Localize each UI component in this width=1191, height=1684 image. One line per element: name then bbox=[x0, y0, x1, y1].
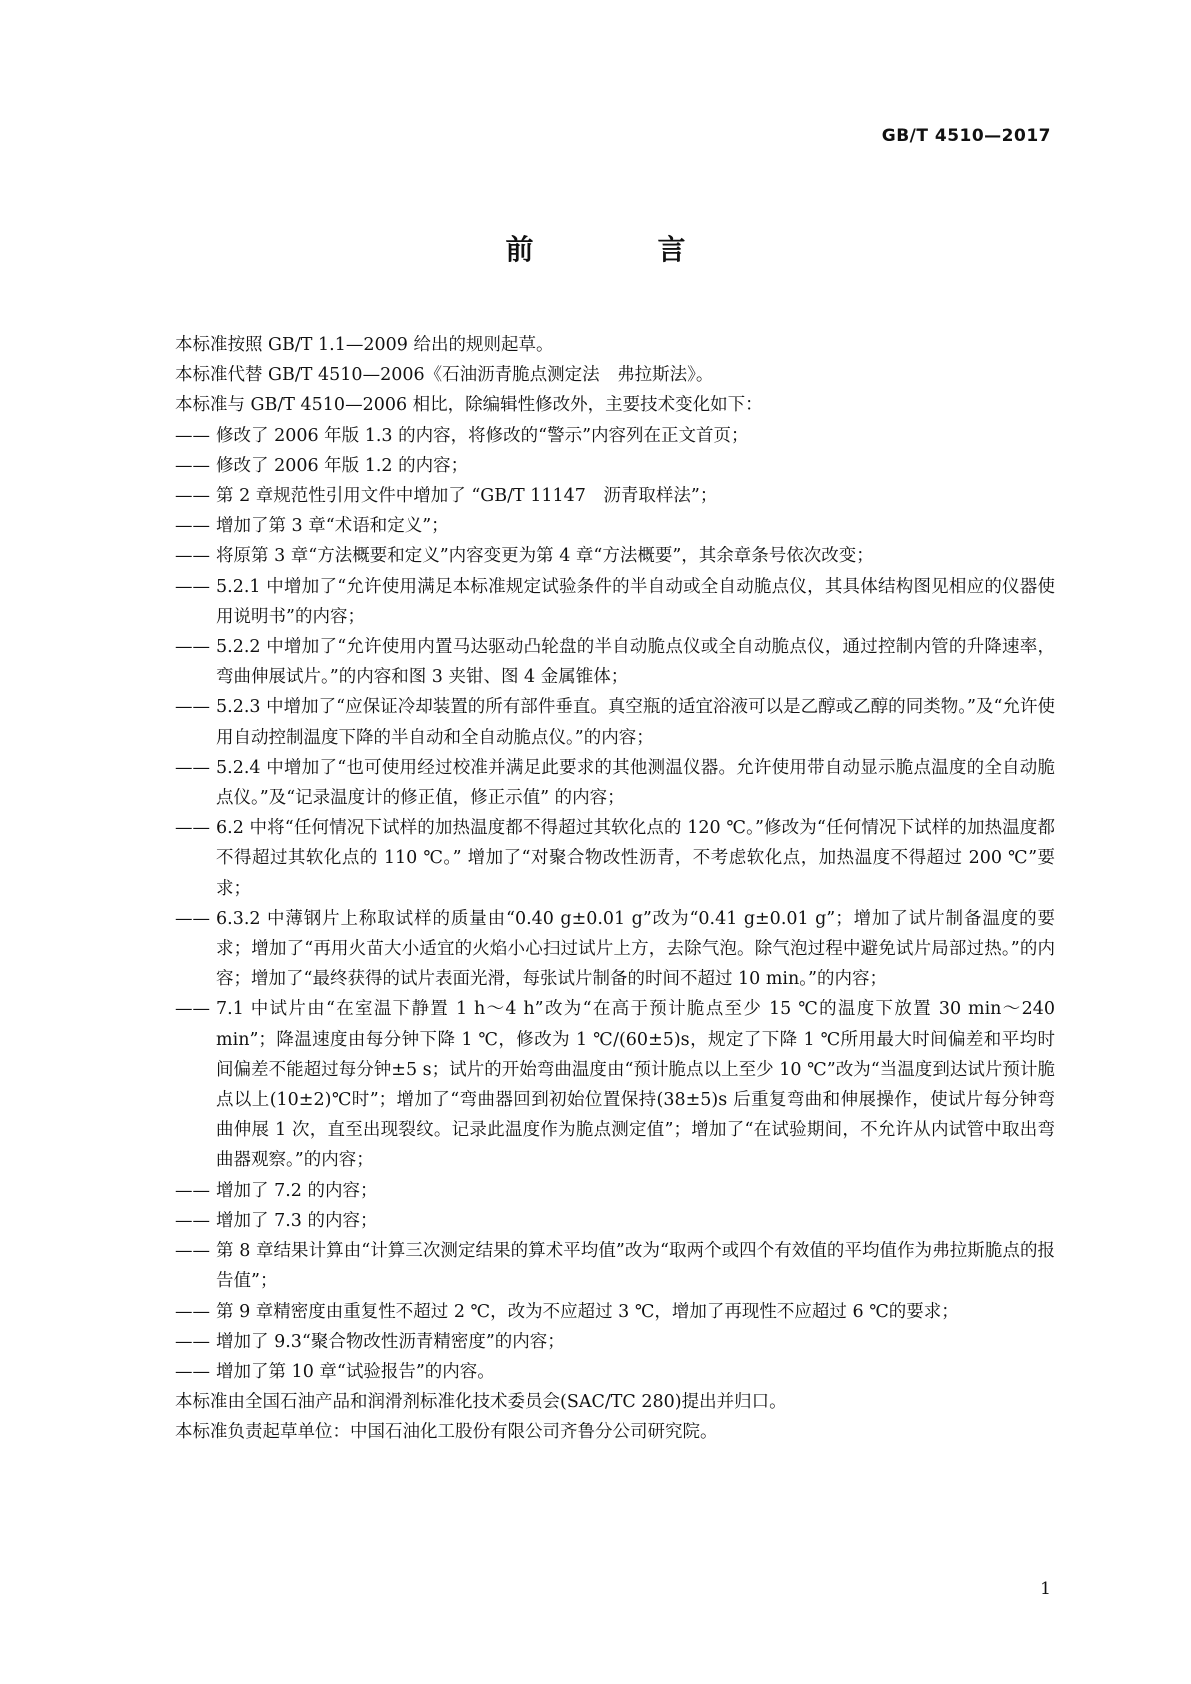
intro-paragraph: 本标准与 GB/T 4510—2006 相比，除编辑性修改外，主要技术变化如下： bbox=[175, 395, 763, 416]
change-text: 5.2.3 中增加了“应保证冷却装置的所有部件垂直。真空瓶的适宜浴液可以是乙醇或乙醇的同类物。”及“允许使用自动控制温度下降的半自动和全自动脆点仪。”的内容； bbox=[216, 697, 1055, 748]
change-text: 5.2.1 中增加了“允许使用满足本标准规定试验条件的半自动或全自动脆点仪，其具体结构图见相应的仪器使用说明书”的内容； bbox=[216, 576, 1055, 627]
change-item bbox=[175, 753, 1055, 813]
dash-marker: —— bbox=[175, 516, 210, 537]
dash-marker: —— bbox=[175, 455, 210, 476]
dash-marker: —— bbox=[175, 576, 210, 597]
dash-marker: —— bbox=[175, 697, 210, 718]
dash-marker: —— bbox=[175, 1180, 210, 1201]
change-text: 修改了 2006 年版 1.2 的内容； bbox=[216, 455, 469, 476]
dash-marker: —— bbox=[175, 1210, 210, 1231]
dash-marker: —— bbox=[175, 486, 210, 507]
change-text: 5.2.4 中增加了“也可使用经过校准并满足此要求的其他测温仪器。允许使用带自动显示脆点温度的全自动脆点仪。”及“记录温度计的修正值，修正示值” 的内容； bbox=[216, 757, 1055, 809]
change-item bbox=[175, 1357, 1055, 1387]
change-text: 6.3.2 中薄钢片上称取试样的质量由“0.40 g±0.01 g”改为“0.41 g±0.01 g”；增加了试片制备温度的要求；增加了“再用火苗大小适宜的火焰小心扫过试片上方，去除气泡。除气泡过程中避免试片局部过热。”的内容；增加了“最终获得的试片表面光滑，每张试片制备的时间不超过 10 min。”的内容； bbox=[216, 908, 1055, 990]
dash-marker: —— bbox=[175, 425, 210, 446]
change-text: 第 8 章结果计算由“计算三次测定结果的算术平均值”改为“取两个或四个有效值的平均值作为弗拉斯脆点的报告值”； bbox=[216, 1241, 1055, 1292]
change-item bbox=[175, 451, 1055, 481]
change-item bbox=[175, 994, 1055, 1175]
change-item bbox=[175, 1297, 1055, 1327]
dash-marker: —— bbox=[175, 637, 210, 658]
change-item bbox=[175, 572, 1055, 632]
dash-marker: —— bbox=[175, 908, 210, 929]
change-item bbox=[175, 481, 1055, 511]
change-text: 5.2.2 中增加了“允许使用内置马达驱动凸轮盘的半自动脆点仪或全自动脆点仪，通过控制内管的升降速率，弯曲伸展试片。”的内容和图 3 夹钳、图 4 金属锥体； bbox=[216, 637, 1055, 688]
intro-paragraph: 本标准代替 GB/T 4510—2006《石油沥青脆点测定法 弗拉斯法》。 bbox=[175, 365, 714, 386]
dash-marker: —— bbox=[175, 1361, 210, 1382]
change-text: 6.2 中将“任何情况下试样的加热温度都不得超过其软化点的 120 ℃。”修改为“任何情况下试样的加热温度都不得超过其软化点的 110 ℃。” 增加了“对聚合物改性沥青，不考虑软化点，加热温度不得超过 200 ℃”要求； bbox=[216, 818, 1055, 899]
change-item bbox=[175, 421, 1055, 451]
change-text: 7.1 中试片由“在室温下静置 1 h～4 h”改为“在高于预计脆点至少 15 ℃的温度下放置 30 min～240 min”；降温速度由每分钟下降 1 ℃，修改为 1 ℃/(60±5)s，规定了下降 1 ℃所用最大时间偏差和平均时间偏差不能超过每分钟±5 s；试片的开始弯曲温度由“预计脆点以上至少 10 ℃”改为“当温度到达试片预计脆点以上(10±2)℃时”；增加了“弯曲器回到初始位置保持(38±5)s 后重复弯曲和伸展操作，使试片每分钟弯曲伸展 1 次，直至出现裂纹。记录此温度作为脆点测定值”；增加了“在试验期间，不允许从内试管中取出弯曲器观察。”的内容； bbox=[216, 999, 1055, 1171]
change-text: 修改了 2006 年版 1.3 的内容，将修改的“警示”内容列在正文首页； bbox=[216, 425, 749, 446]
dash-marker: —— bbox=[175, 999, 210, 1020]
dash-marker: —— bbox=[175, 1241, 210, 1262]
change-text: 增加了第 3 章“术语和定义”； bbox=[216, 516, 449, 537]
closing-paragraph: 本标准负责起草单位：中国石油化工股份有限公司齐鲁分公司研究院。 bbox=[175, 1422, 718, 1443]
change-text: 增加了第 10 章“试验报告”的内容。 bbox=[216, 1361, 495, 1382]
intro-paragraph: 本标准按照 GB/T 1.1—2009 给出的规则起草。 bbox=[175, 335, 554, 355]
dash-marker: —— bbox=[175, 757, 210, 778]
page-title: 前 言 bbox=[505, 233, 734, 266]
change-item bbox=[175, 1236, 1055, 1296]
change-item bbox=[175, 1176, 1055, 1206]
change-item bbox=[175, 541, 1055, 571]
change-item bbox=[175, 1206, 1055, 1236]
change-item bbox=[175, 692, 1055, 752]
change-text: 第 9 章精密度由重复性不超过 2 ℃，改为不应超过 3 ℃，增加了再现性不应超过 6 ℃的要求； bbox=[216, 1301, 959, 1322]
closing-paragraph: 本标准由全国石油产品和润滑剂标准化技术委员会(SAC/TC 280)提出并归口。 bbox=[175, 1392, 787, 1413]
page-number: 1 bbox=[1040, 1579, 1051, 1599]
change-text: 第 2 章规范性引用文件中增加了 “GB/T 11147 沥青取样法”； bbox=[216, 486, 718, 507]
dash-marker: —— bbox=[175, 818, 210, 839]
change-text: 增加了 9.3“聚合物改性沥青精密度”的内容； bbox=[216, 1331, 565, 1352]
foreword-body bbox=[175, 330, 1055, 1448]
change-item bbox=[175, 511, 1055, 541]
dash-marker: —— bbox=[175, 546, 210, 567]
dash-marker: —— bbox=[175, 1301, 210, 1322]
change-text: 增加了 7.2 的内容； bbox=[216, 1180, 378, 1201]
change-item bbox=[175, 813, 1055, 904]
change-text: 将原第 3 章“方法概要和定义”内容变更为第 4 章“方法概要”，其余章条号依次改变； bbox=[216, 546, 874, 567]
dash-marker: —— bbox=[175, 1331, 210, 1352]
standard-number: GB/T 4510—2017 bbox=[881, 126, 1051, 146]
change-text: 增加了 7.3 的内容； bbox=[216, 1210, 378, 1231]
change-item bbox=[175, 1327, 1055, 1357]
change-list bbox=[175, 421, 1055, 1388]
change-item bbox=[175, 904, 1055, 995]
change-item bbox=[175, 632, 1055, 692]
